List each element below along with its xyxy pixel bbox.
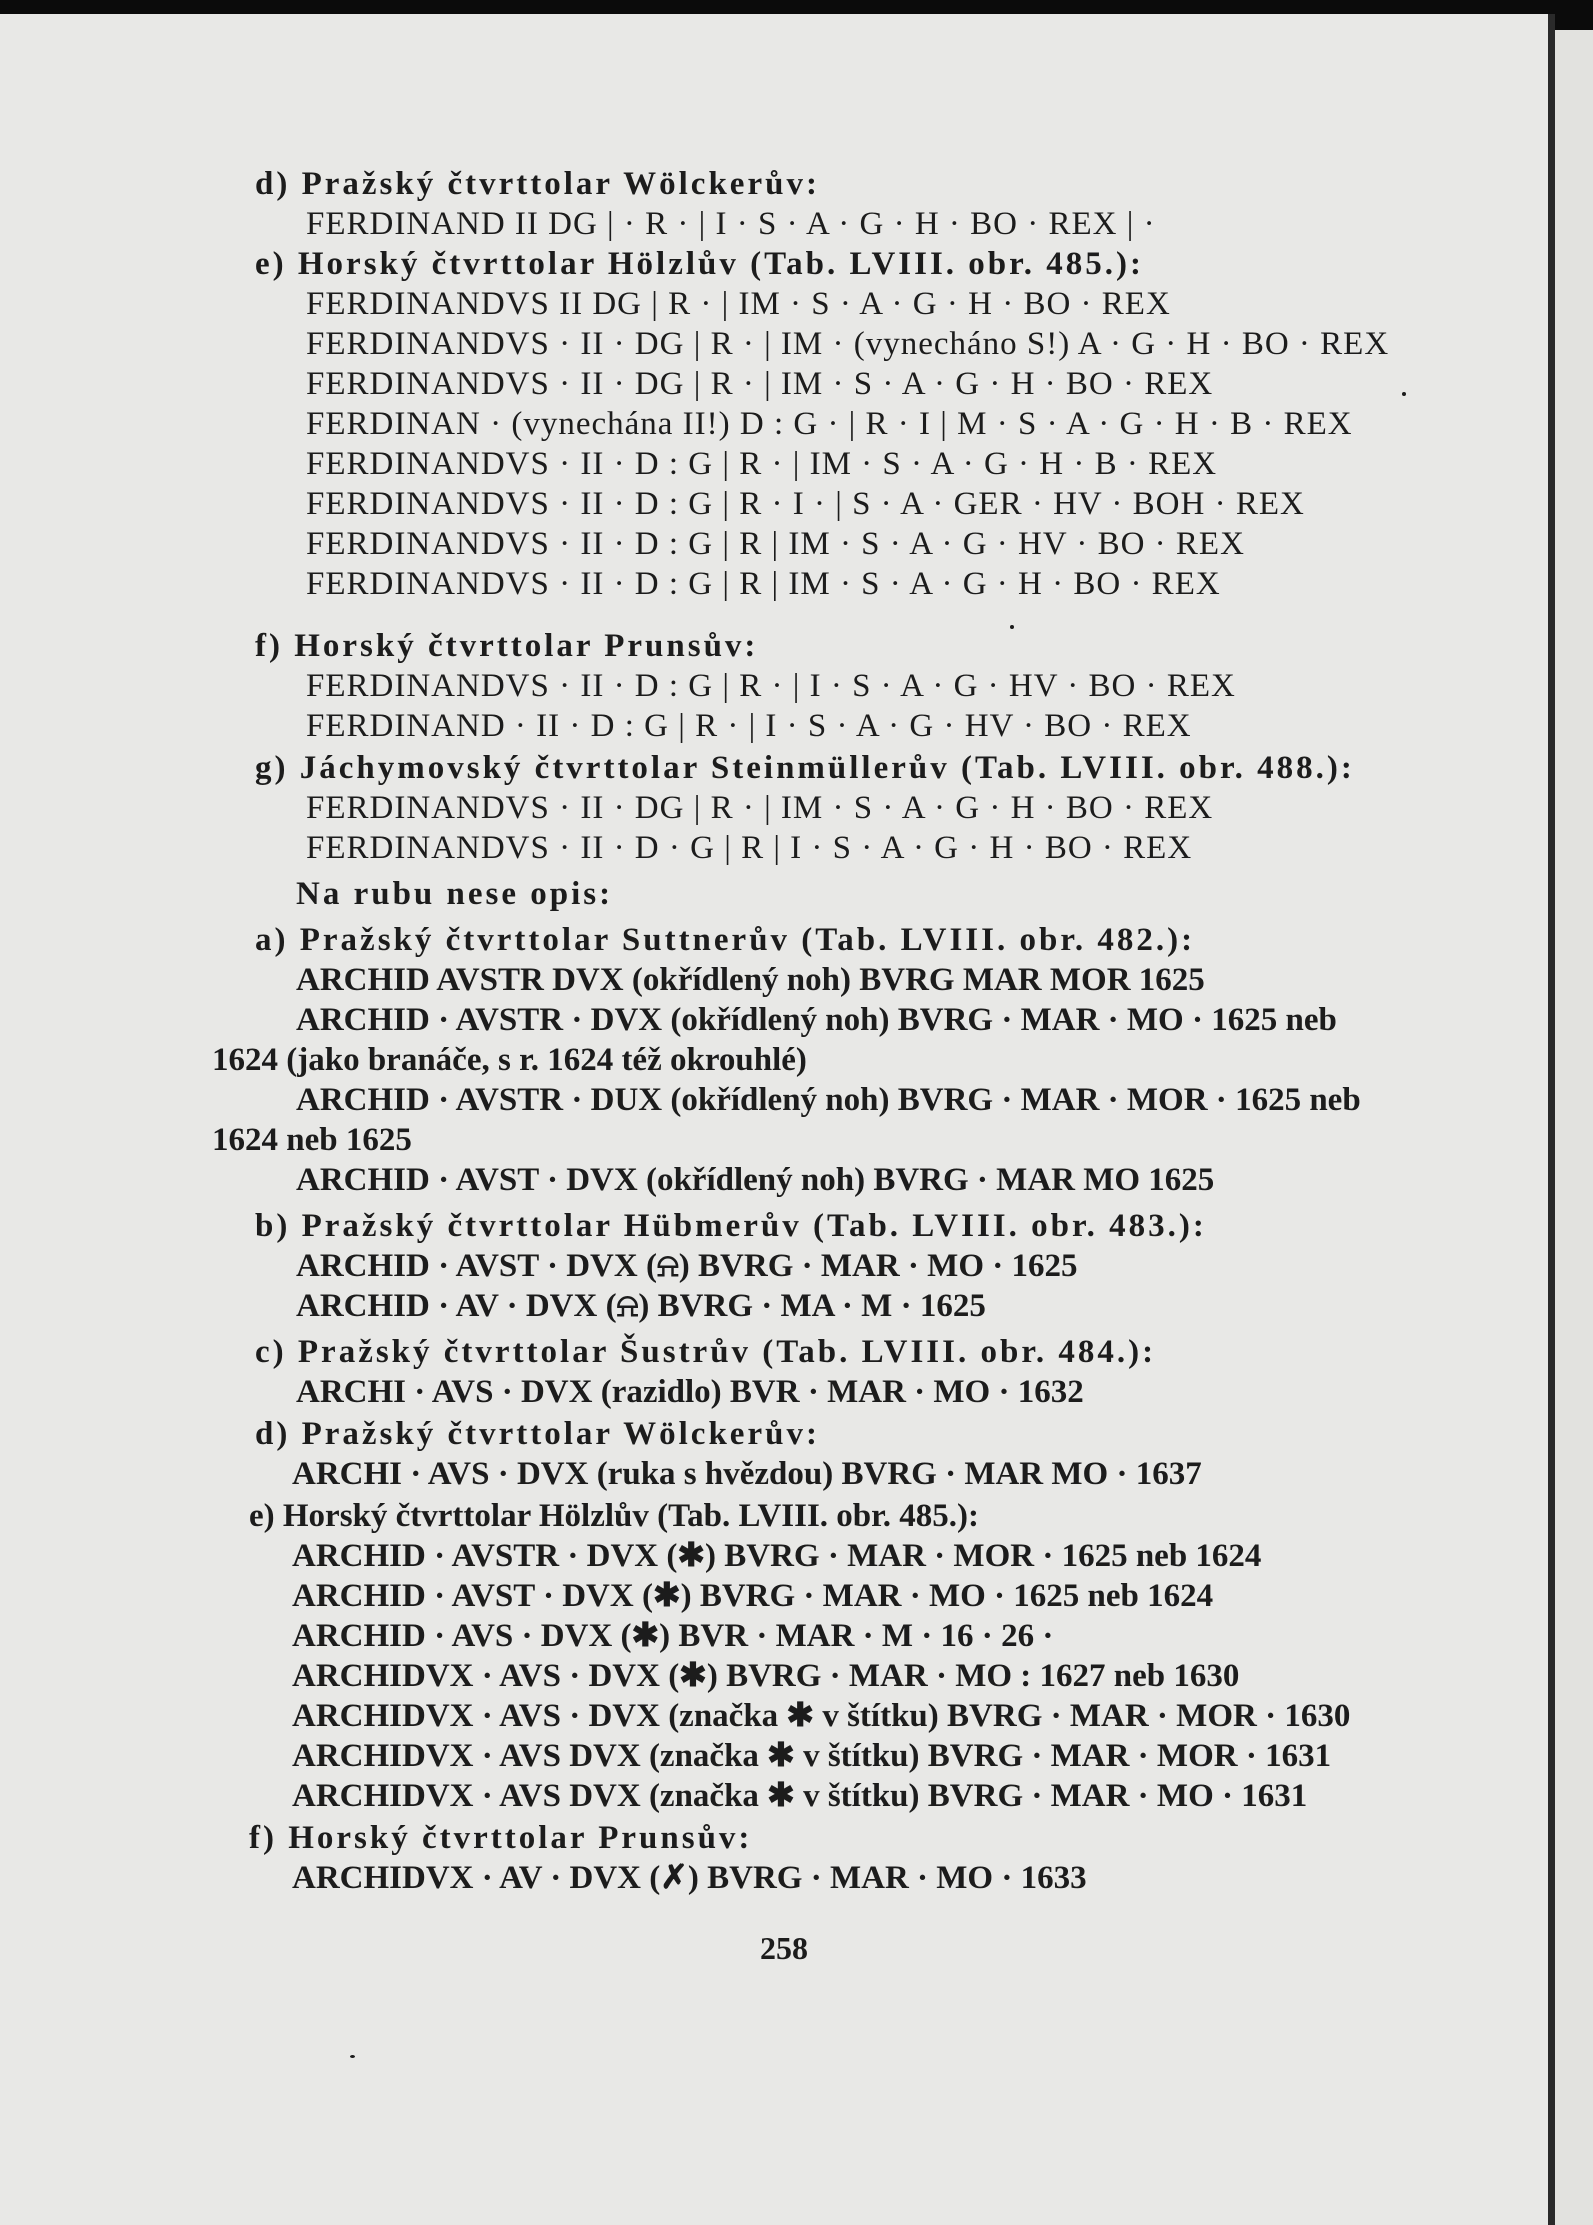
legend-line: ARCHIDVX · AVS · DVX (značka ✱ v štítku) BVRG · MAR · MOR · 1630 — [292, 1698, 1351, 1734]
heading-a-reverse: a) Pražský čtvrttolar Suttnerův (Tab. LVIII. obr. 482.): — [255, 922, 1196, 958]
legend-line: FERDINANDVS · II · D : G | R · I · | S · A · GER · HV · BOH · REX — [306, 486, 1305, 522]
heading-b-reverse: b) Pražský čtvrttolar Hübmerův (Tab. LVIII. obr. 483.): — [255, 1208, 1207, 1244]
legend-line: ARCHIDVX · AV · DVX (✗) BVRG · MAR · MO · 1633 — [292, 1860, 1087, 1896]
legend-line: ARCHI · AVS · DVX (ruka s hvězdou) BVRG · MAR MO · 1637 — [292, 1456, 1202, 1492]
facing-page-edge — [1555, 30, 1593, 2225]
heading-e-reverse: e) Horský čtvrttolar Hölzlův (Tab. LVIII. obr. 485.): — [249, 1498, 979, 1534]
heading-d-obverse: d) Pražský čtvrttolar Wölckerův: — [255, 166, 820, 202]
legend-line: ARCHID · AVSTR · DVX (okřídlený noh) BVRG · MAR · MO · 1625 neb — [296, 1002, 1337, 1038]
heading-d-reverse: d) Pražský čtvrttolar Wölckerův: — [255, 1416, 820, 1452]
legend-line: FERDINAND · II · D : G | R · | I · S · A · G · HV · BO · REX — [306, 708, 1192, 744]
heading-f-reverse: f) Horský čtvrttolar Prunsův: — [249, 1820, 753, 1856]
legend-line: ARCHID AVSTR DVX (okřídlený noh) BVRG MAR MOR 1625 — [296, 962, 1205, 998]
heading-g-obverse: g) Jáchymovský čtvrttolar Steinmüllerův (Tab. LVIII. obr. 488.): — [255, 750, 1355, 786]
heading-f-obverse: f) Horský čtvrttolar Prunsův: — [255, 628, 759, 664]
heading-e-obverse: e) Horský čtvrttolar Hölzlův (Tab. LVIII. obr. 485.): — [255, 246, 1144, 282]
page-number: 258 — [760, 1930, 808, 1966]
reverse-intro: Na rubu nese opis: — [296, 876, 614, 912]
legend-line: FERDINANDVS · II · DG | R · | IM · S · A · G · H · BO · REX — [306, 790, 1214, 826]
legend-line: ARCHID · AVSTR · DVX (✱) BVRG · MAR · MOR · 1625 neb 1624 — [292, 1538, 1262, 1574]
legend-line: FERDINANDVS · II · D : G | R · | IM · S · A · G · H · B · REX — [306, 446, 1218, 482]
legend-line: FERDINANDVS · II · D : G | R | IM · S · A · G · HV · BO · REX — [306, 526, 1245, 562]
legend-line: ARCHIDVX · AVS · DVX (✱) BVRG · MAR · MO : 1627 neb 1630 — [292, 1658, 1240, 1694]
scan-speck — [350, 2055, 355, 2058]
legend-line: FERDINANDVS · II · D : G | R | IM · S · A · G · H · BO · REX — [306, 566, 1221, 602]
legend-line: FERDINAN · (vynechána II!) D : G · | R · I | M · S · A · G · H · B · REX — [306, 406, 1353, 442]
legend-line: FERDINANDVS · II · D · G | R | I · S · A · G · H · BO · REX — [306, 830, 1193, 866]
scan-speck — [1402, 392, 1406, 396]
legend-line: FERDINANDVS · II · DG | R · | IM · S · A · G · H · BO · REX — [306, 366, 1214, 402]
legend-line: FERDINANDVS · II · DG | R · | IM · (vynecháno S!) A · G · H · BO · REX — [306, 326, 1390, 362]
legend-line: FERDINAND II DG | · R · | I · S · A · G · H · BO · REX | · — [306, 206, 1156, 242]
legend-line: FERDINANDVS · II · D : G | R · | I · S · A · G · HV · BO · REX — [306, 668, 1236, 704]
legend-line: ARCHID · AVST · DVX (⍾) BVRG · MAR · MO · 1625 — [296, 1248, 1078, 1284]
legend-line: 1624 (jako branáče, s r. 1624 též okrouhlé) — [212, 1042, 807, 1078]
legend-line: ARCHID · AV · DVX (⍾) BVRG · MA · M · 1625 — [296, 1288, 986, 1324]
heading-c-reverse: c) Pražský čtvrttolar Šustrův (Tab. LVIII. obr. 484.): — [255, 1334, 1157, 1370]
legend-line: ARCHID · AVST · DVX (okřídlený noh) BVRG · MAR MO 1625 — [296, 1162, 1215, 1198]
legend-line: ARCHIDVX · AVS DVX (značka ✱ v štítku) BVRG · MAR · MOR · 1631 — [292, 1738, 1332, 1774]
legend-line: ARCHID · AVS · DVX (✱) BVR · MAR · M · 16 · 26 · — [292, 1618, 1054, 1654]
legend-line: ARCHI · AVS · DVX (razidlo) BVR · MAR · MO · 1632 — [296, 1374, 1084, 1410]
legend-line: FERDINANDVS II DG | R · | IM · S · A · G · H · BO · REX — [306, 286, 1171, 322]
page-gutter — [1548, 14, 1555, 2225]
legend-line: ARCHIDVX · AVS DVX (značka ✱ v štítku) BVRG · MAR · MO · 1631 — [292, 1778, 1308, 1814]
legend-line: ARCHID · AVST · DVX (✱) BVRG · MAR · MO · 1625 neb 1624 — [292, 1578, 1214, 1614]
scan-speck — [1010, 625, 1014, 629]
legend-line: ARCHID · AVSTR · DUX (okřídlený noh) BVRG · MAR · MOR · 1625 neb — [296, 1082, 1361, 1118]
legend-line: 1624 neb 1625 — [212, 1122, 412, 1158]
